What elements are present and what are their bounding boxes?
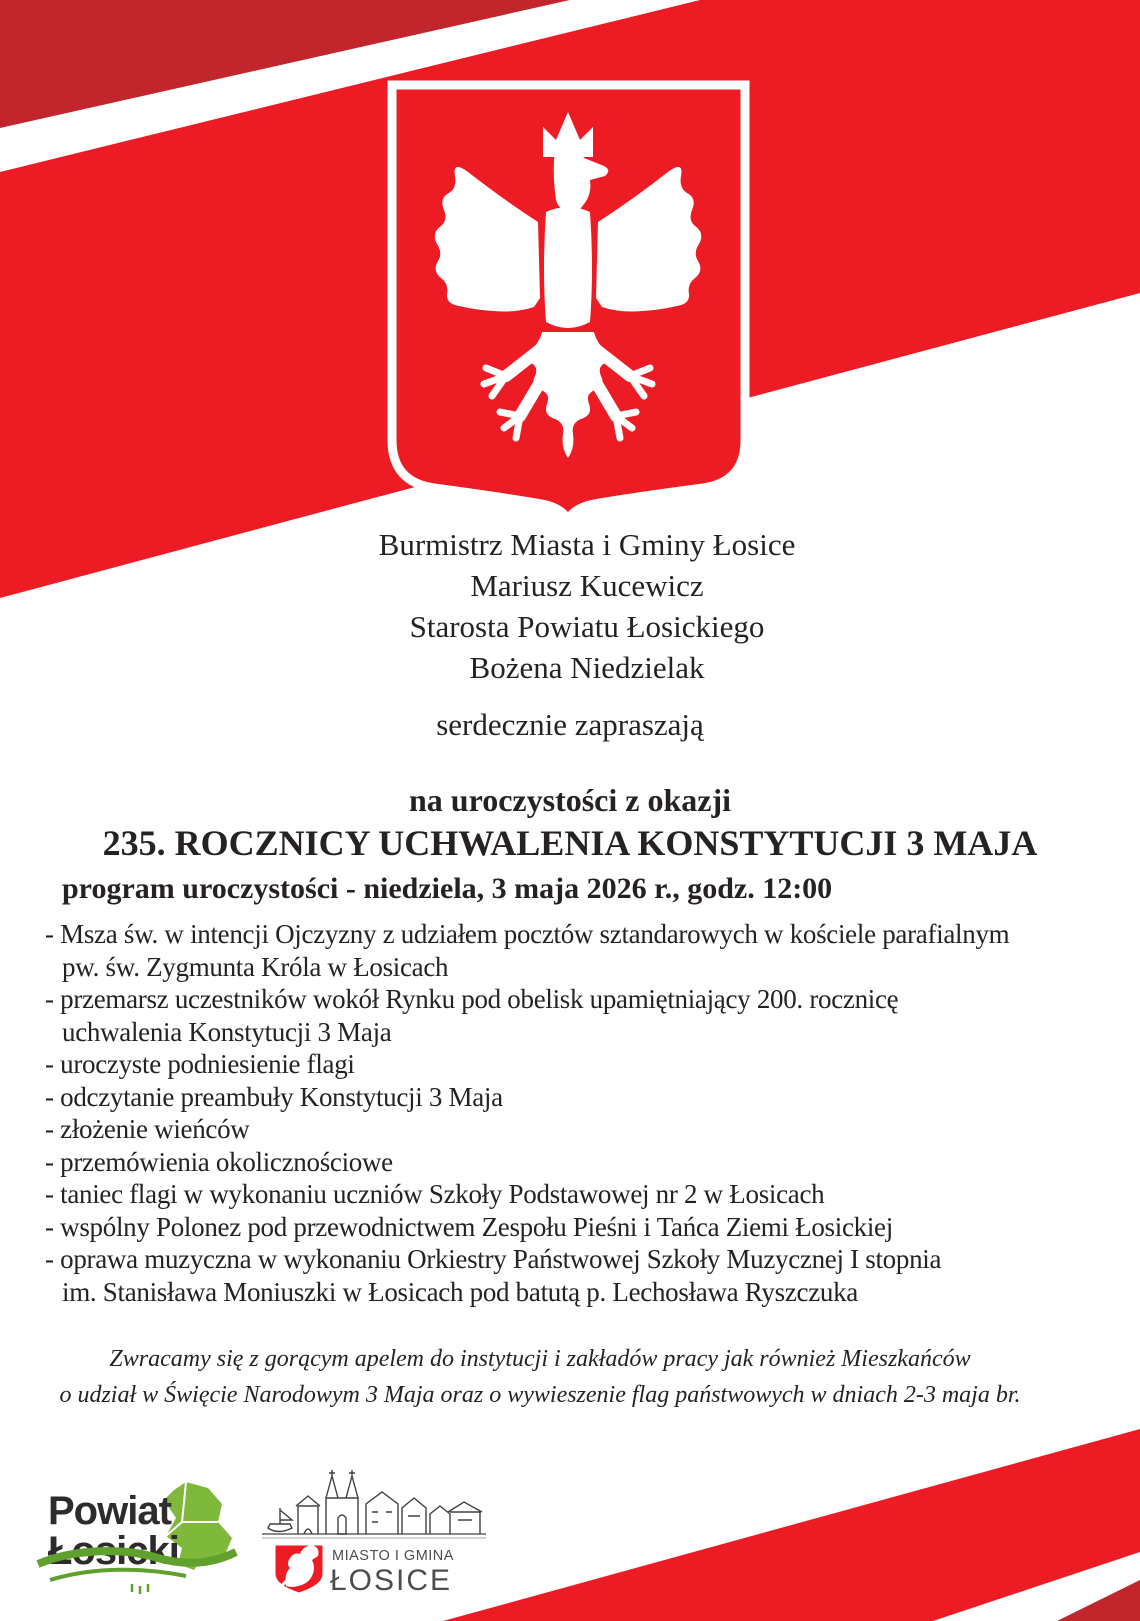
town-skyline-icon	[262, 1470, 486, 1538]
program-item	[45, 1211, 1125, 1244]
program-item	[45, 1243, 1125, 1308]
program-line: - wspólny Polonez pod przewodnictwem Zespołu Pieśni i Tańca Ziemi Łosickiej	[45, 1211, 893, 1242]
occasion-title: 235. ROCZNICY UCHWALENIA KONSTYTUCJI 3 MAJA	[102, 823, 1038, 863]
program-heading: program uroczystości - niedziela, 3 maja 2026 r., godz. 12:00	[62, 872, 833, 905]
program-line: uchwalenia Konstytucji 3 Maja	[62, 1016, 392, 1047]
appeal-block	[0, 1341, 1080, 1413]
powiat-word1: Powiat	[48, 1489, 171, 1533]
miasto-gmina-losice-logo	[262, 1468, 486, 1600]
program-item	[45, 1081, 1125, 1114]
program-item	[45, 1178, 1125, 1211]
miasto-small-text: MIASTO I GMINA	[332, 1548, 454, 1564]
bottom-right-dark-corner	[1057, 1580, 1140, 1621]
inviter-line: Mariusz Kucewicz	[470, 568, 704, 603]
program-item	[45, 1113, 1125, 1146]
bottom-red-band	[443, 1429, 1140, 1621]
program-item	[45, 1048, 1125, 1081]
program-list	[45, 918, 1125, 1308]
appeal-line: o udział w Święcie Narodowym 3 Maja oraz o wywieszenie flag państwowych w dniach 2-3 maja br.	[59, 1382, 1021, 1408]
program-line: - odczytanie preambuły Konstytucji 3 Maja	[45, 1081, 503, 1112]
program-line: im. Stanisława Moniuszki w Łosicach pod batutą p. Lechosława Ryszczuka	[62, 1276, 858, 1307]
losice-crest-icon	[274, 1538, 324, 1594]
program-line: - przemarsz uczestników wokół Rynku pod obelisk upamiętniający 200. rocznicę	[45, 984, 899, 1014]
powiat-word2: Łosicki	[48, 1529, 179, 1573]
program-line: - oprawa muzyczna w wykonaniu Orkiestry Państwowej Szkoły Muzycznej I stopnia	[45, 1244, 942, 1274]
powiat-losicki-logo	[36, 1478, 240, 1596]
program-line: - Msza św. w intencji Ojczyzny z udziałem pocztów sztandarowych w kościele parafialnym	[45, 919, 1010, 949]
program-line: - złożenie wieńców	[45, 1114, 250, 1144]
inviter-line: Burmistrz Miasta i Gminy Łosice	[378, 527, 796, 562]
program-line: - przemówienia okolicznościowe	[45, 1146, 393, 1177]
inviter-line: Bożena Niedzielak	[469, 650, 705, 685]
miasto-large-text: ŁOSICE	[330, 1564, 453, 1597]
program-line: pw. św. Zygmunta Króla w Łosicach	[62, 951, 449, 982]
invitation-line: serdecznie zapraszają	[436, 707, 704, 742]
inviters-block	[34, 524, 1140, 688]
program-line: - uroczyste podniesienie flagi	[45, 1049, 355, 1079]
program-item	[45, 983, 1125, 1048]
program-line: - taniec flagi w wykonaniu uczniów Szkoły Podstawowej nr 2 w Łosicach	[45, 1179, 825, 1209]
occasion-intro: na uroczystości z okazji	[408, 782, 732, 818]
boat-icon	[268, 1508, 292, 1532]
appeal-line: Zwracamy się z gorącym apelem do instytucji i zakładów pracy jak również Mieszkańców	[109, 1346, 971, 1372]
program-item	[45, 1146, 1125, 1179]
program-item	[45, 918, 1125, 983]
inviter-line: Starosta Powiatu Łosickiego	[409, 609, 765, 644]
